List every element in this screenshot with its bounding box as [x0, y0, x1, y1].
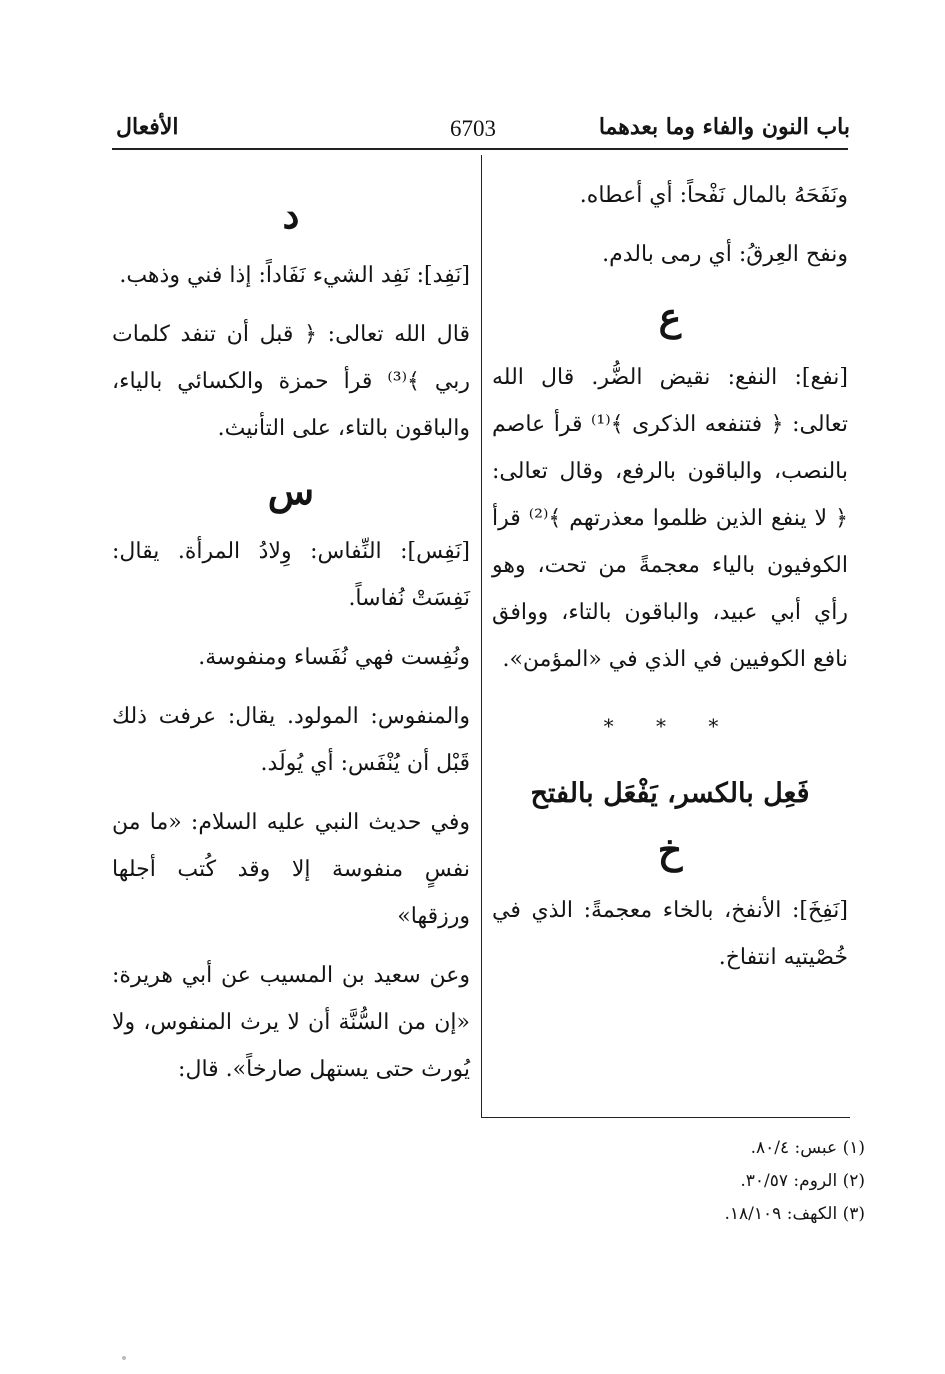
section-letter: س	[267, 468, 315, 513]
left-column	[112, 182, 470, 1105]
right-column	[492, 172, 848, 993]
paragraph: [نفع]: النفع: نقيض الضُّر. قال الله تعالى: ﴿ فتنفعه الذكرى ﴾⁽¹⁾ قرأ عاصم بالنصب، والباقون بالرفع، وقال تعالى: ﴿ لا ينفع الذين ظلموا معذرتهم ﴾⁽²⁾ قرأ الكوفيون بالياء معجمةً من تحت، وهو رأي أبي عبيد، والباقون بالتاء، ووافق نافع الكوفيين في الذي في «المؤمن».	[492, 365, 848, 672]
header-chapter-title: باب النون والفاء وما بعدهما	[598, 114, 850, 140]
paragraph: والمنفوس: المولود. يقال: عرفت ذلك قَبْل أن يُنْفَس: أي يُولَد.	[112, 704, 470, 776]
paragraph: قال الله تعالى: ﴿ قبل أن تنفد كلمات ربي ﴾⁽³⁾ قرأ حمزة والكسائي بالياء، والباقون بالتاء، على التأنيث.	[112, 322, 470, 441]
paragraph: وفي حديث النبي عليه السلام: «ما من نفسٍ منفوسة إلا وقد كُتب أجلها ورزقها»	[112, 810, 470, 929]
footnote: (٣) الكهف: ١٨/١٠٩.	[724, 1204, 865, 1224]
footnote: (١) عبس: ٨٠/٤.	[750, 1138, 865, 1158]
page-header	[110, 108, 850, 148]
section-letter: خ	[657, 827, 683, 872]
section-letter: د	[282, 192, 300, 237]
scan-speck	[122, 1356, 126, 1360]
section-separator: * * *	[603, 714, 737, 738]
paragraph: ونَفَحَهُ بالمال نَفْحاً: أي أعطاه.	[579, 183, 848, 208]
section-letter: ع	[658, 294, 682, 339]
footnote-rule	[482, 1117, 850, 1118]
section-heading: فَعِل بالكسر، يَفْعَل بالفتح	[530, 778, 810, 809]
header-rule	[112, 148, 848, 150]
paragraph: ونُفِست فهي نُفَساء ومنفوسة.	[198, 645, 470, 670]
paragraph: [نَفِد]: نَفِد الشيء نَفَاداً: إذا فني وذهب.	[119, 263, 470, 288]
paragraph: [نَفِخَ]: الأنفخ، بالخاء معجمةً: الذي في خُصْيتيه انتفاخ.	[492, 898, 848, 970]
footnotes	[480, 1132, 865, 1231]
header-section-title: الأفعال	[116, 114, 179, 140]
paragraph: [نَفِس]: النِّفاس: وِلادُ المرأة. يقال: نَفِسَتْ نُفاساً.	[112, 539, 470, 611]
page-number: 6703	[450, 116, 496, 141]
column-divider	[481, 155, 482, 1118]
paragraph: وعن سعيد بن المسيب عن أبي هريرة: «إن من السُّنَّة أن لا يرث المنفوس، ولا يُورث حتى يستهل صارخاً». قال:	[112, 963, 470, 1082]
paragraph: ونفح العِرقُ: أي رمى بالدم.	[602, 242, 848, 267]
footnote: (٢) الروم: ٣٠/٥٧.	[740, 1171, 865, 1191]
